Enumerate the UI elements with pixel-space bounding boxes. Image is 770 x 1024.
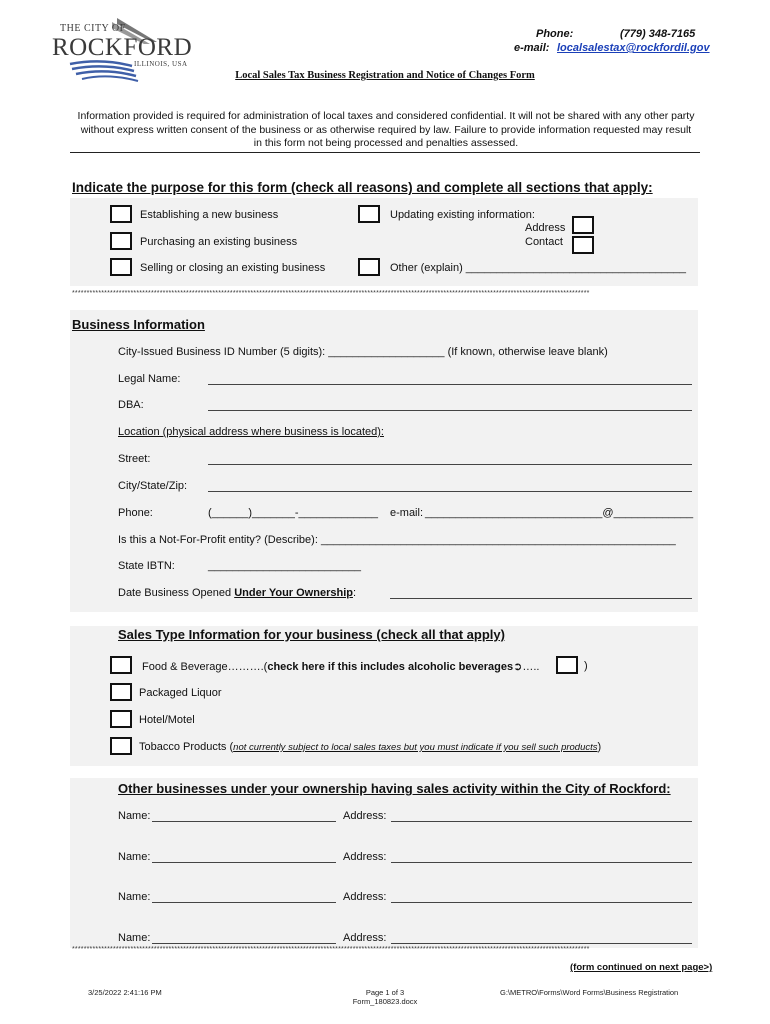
checkbox-alcohol[interactable]	[556, 656, 578, 674]
checkbox-establishing[interactable]	[110, 205, 132, 223]
checkbox-tobacco[interactable]	[110, 737, 132, 755]
other-address-label: Address:	[343, 932, 387, 944]
address-label: Address	[525, 222, 566, 234]
nonprofit-field[interactable]: Is this a Not-For-Profit entity? (Describe): __________________________________________________________	[118, 534, 676, 546]
other-name-line[interactable]	[152, 862, 336, 863]
tobacco-label	[139, 741, 601, 753]
checkbox-address[interactable]	[572, 216, 594, 234]
legal-name-line[interactable]	[208, 384, 692, 385]
phone-label-business: Phone:	[118, 507, 153, 519]
purchasing-label: Purchasing an existing business	[140, 236, 298, 248]
updating-label: Updating existing information:	[390, 209, 535, 221]
arrow-icon: ➲	[513, 661, 523, 673]
logo-city-text: THE CITY OF	[60, 23, 126, 34]
other-address-label: Address:	[343, 891, 387, 903]
other-name-line[interactable]	[152, 902, 336, 903]
checkbox-other[interactable]	[358, 258, 380, 276]
continued-note: (form continued on next page>)	[570, 962, 713, 973]
other-name-label: Name:	[118, 851, 151, 863]
date-opened-line[interactable]	[390, 598, 692, 599]
other-name-label: Name:	[118, 932, 151, 944]
establishing-label: Establishing a new business	[140, 209, 279, 221]
selling-label: Selling or closing an existing business	[140, 262, 326, 274]
other-address-label: Address:	[343, 810, 387, 822]
checkbox-hotel-motel[interactable]	[110, 710, 132, 728]
business-email-field[interactable]: _____________________________@_____________	[425, 507, 694, 519]
checkbox-contact[interactable]	[572, 236, 594, 254]
contact-label: Contact	[525, 236, 563, 248]
food-pre: Food & Beverage……….(	[142, 661, 268, 673]
logo-name-text: ROCKFORD	[52, 34, 193, 61]
food-dots: …..	[522, 661, 540, 673]
state-ibtn-label: State IBTN:	[118, 560, 175, 572]
phone-field[interactable]: (______)_______-_____________	[208, 507, 379, 519]
checkbox-updating[interactable]	[358, 205, 380, 223]
phone-value: (779) 348-7165	[620, 28, 696, 40]
form-title: Local Sales Tax Business Registration and Notice of Changes Form	[235, 70, 535, 81]
other-address-line[interactable]	[391, 821, 692, 822]
packaged-liquor-label: Packaged Liquor	[139, 687, 222, 699]
other-businesses-title: Other businesses under your ownership having sales activity within the City of Rockford:	[118, 781, 671, 796]
dba-label: DBA:	[118, 399, 144, 411]
logo-state-text: ILLINOIS, USA	[134, 60, 188, 68]
date-opened-pre: Date Business Opened	[118, 587, 235, 599]
star-separator: *********************************************************************************************************************************************************************************	[72, 946, 590, 953]
email-link[interactable]: localsalestax@rockfordil.gov	[557, 42, 710, 54]
legal-name-label: Legal Name:	[118, 373, 181, 385]
email-label: e-mail:	[514, 42, 550, 54]
checkbox-purchasing[interactable]	[110, 232, 132, 250]
footer-doc: Form_180823.docx	[352, 997, 418, 1006]
other-name-label: Name:	[118, 810, 151, 822]
other-address-line[interactable]	[391, 943, 692, 944]
state-ibtn-field[interactable]: _________________________	[208, 560, 361, 572]
street-line[interactable]	[208, 464, 692, 465]
checkbox-food-beverage[interactable]	[110, 656, 132, 674]
footer-page: Page 1 of 3	[365, 988, 405, 997]
star-separator: *********************************************************************************************************************************************************************************	[72, 290, 590, 297]
alcohol-note: check here if this includes alcoholic beverages	[267, 661, 514, 673]
business-id-field[interactable]: City-Issued Business ID Number (5 digits): ___________________ (If known, otherwise leave blank)	[118, 346, 608, 358]
date-opened-label	[118, 587, 356, 599]
tobacco-note: not currently subject to local sales taxes but you must indicate if you sell such products	[233, 742, 598, 753]
street-label: Street:	[118, 453, 151, 465]
dba-line[interactable]	[208, 410, 692, 411]
other-label[interactable]: Other (explain) ____________________________________	[390, 262, 687, 274]
checkbox-selling[interactable]	[110, 258, 132, 276]
intro-paragraph: Information provided is required for administration of local taxes and considered confidential. It will not be shared with any other party without express written consent of the business or as otherwise required by law. Failure to provide information requested may result in this form not being processed and penalties assessed.	[77, 110, 695, 149]
date-opened-emphasis: Under Your Ownership	[234, 587, 353, 599]
other-name-label: Name:	[118, 891, 151, 903]
footer-path: G:\METRO\Forms\Word Forms\Business Registration	[500, 988, 679, 997]
other-name-line[interactable]	[152, 821, 336, 822]
checkbox-packaged-liquor[interactable]	[110, 683, 132, 701]
other-name-line[interactable]	[152, 943, 336, 944]
divider	[70, 152, 700, 153]
other-address-line[interactable]	[391, 862, 692, 863]
food-close: )	[584, 660, 588, 672]
footer-date: 3/25/2022 2:41:16 PM	[88, 988, 162, 997]
business-email-label: e-mail:	[390, 507, 424, 519]
tobacco-pre: Tobacco Products (	[139, 741, 234, 753]
location-label: Location (physical address where business is located):	[118, 426, 384, 438]
sales-title: Sales Type Information for your business (check all that apply)	[118, 627, 505, 642]
purpose-title: Indicate the purpose for this form (check all reasons) and complete all sections that apply:	[72, 180, 653, 195]
business-title: Business Information	[72, 317, 205, 332]
city-state-zip-line[interactable]	[208, 491, 692, 492]
other-address-label: Address:	[343, 851, 387, 863]
hotel-motel-label: Hotel/Motel	[139, 714, 195, 726]
date-opened-post: :	[352, 587, 357, 599]
other-address-line[interactable]	[391, 902, 692, 903]
food-beverage-label	[142, 660, 539, 673]
tobacco-post: )	[597, 741, 602, 753]
other-businesses-section	[70, 778, 698, 948]
phone-label: Phone:	[536, 28, 574, 40]
city-state-zip-label: City/State/Zip:	[118, 480, 188, 492]
